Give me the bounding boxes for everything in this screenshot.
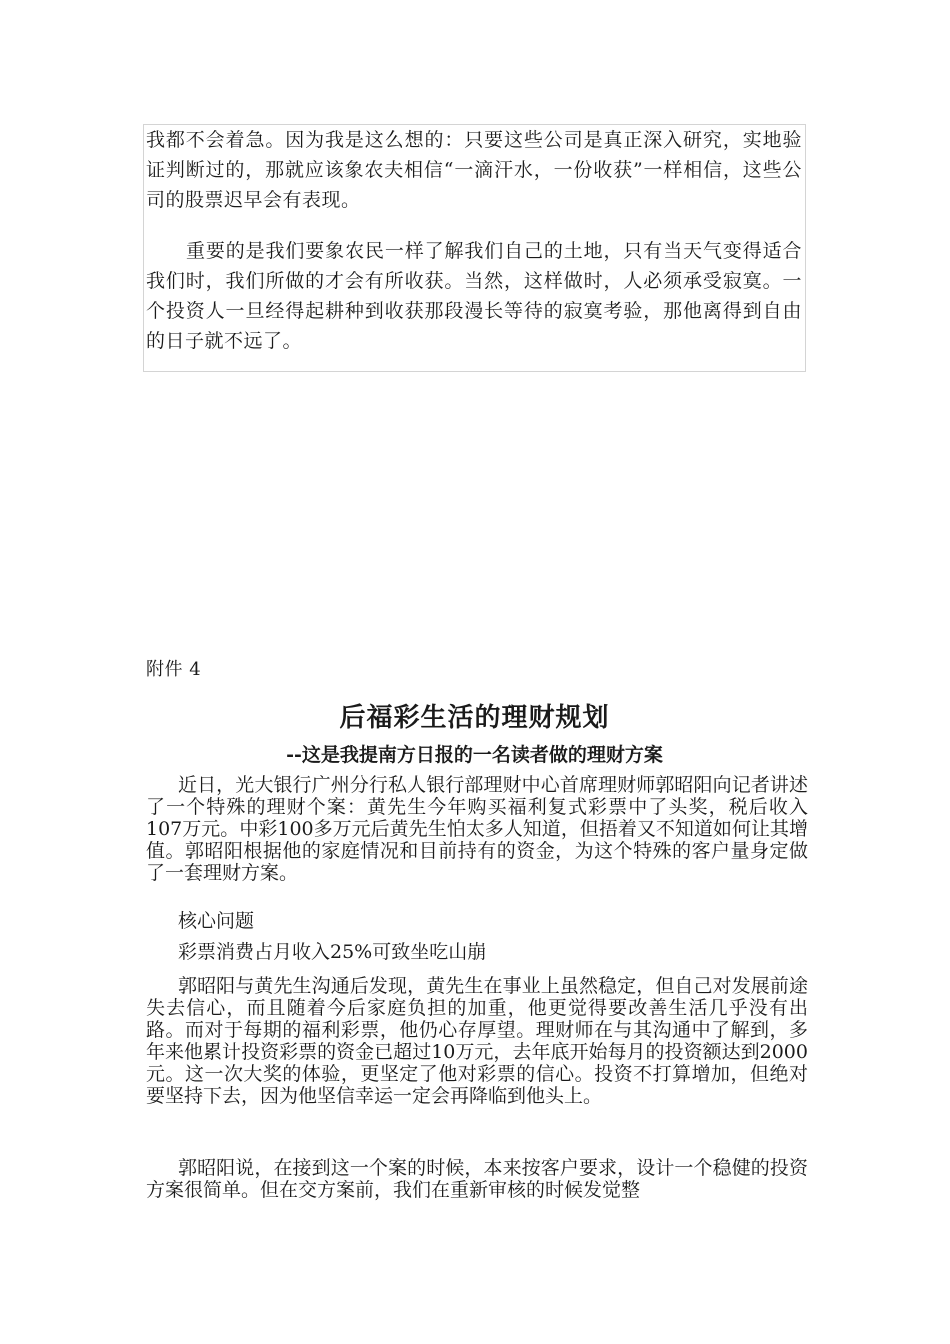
article-subtitle: --这是我提南方日报的一名读者做的理财方案	[286, 744, 663, 766]
continued-text-box	[143, 124, 806, 372]
section-subheading: 彩票消费占月收入25%可致坐吃山崩	[178, 941, 487, 963]
continued-paragraph-2: 重要的是我们要象农民一样了解我们自己的土地，只有当天气变得适合我们时，我们所做的才会有所收获。当然，这样做时，人必须承受寂寞。一个投资人一旦经得起耕种到收获那段漫长等待的寂寞考验，那他离得到自由的日子就不远了。	[146, 240, 802, 352]
article-intro-paragraph: 近日，光大银行广州分行私人银行部理财中心首席理财师郭昭阳向记者讲述了一个特殊的理财个案：黄先生今年购买福利复式彩票中了头奖，税后收入107万元。中彩100多万元后黄先生怕太多人知道，但捂着又不知道如何让其增值。郭昭阳根据他的家庭情况和目前持有的资金，为这个特殊的客户量身定做了一套理财方案。	[146, 774, 808, 884]
body-paragraph-2: 郭昭阳说，在接到这一个案的时候，本来按客户要求，设计一个稳健的投资方案很简单。但在交方案前，我们在重新审核的时候发觉整	[146, 1157, 808, 1201]
body-paragraph-1: 郭昭阳与黄先生沟通后发现，黄先生在事业上虽然稳定，但自己对发展前途失去信心，而且随着今后家庭负担的加重，他更觉得要改善生活几乎没有出路。而对于每期的福利彩票，他仍心存厚望。理财师在与其沟通中了解到，多年来他累计投资彩票的资金已超过10万元，去年底开始每月的投资额达到2000元。这一次大奖的体验，更坚定了他对彩票的信心。投资不打算增加，但绝对要坚持下去，因为他坚信幸运一定会再降临到他头上。	[146, 975, 808, 1107]
attachment-label: 附件 4	[146, 659, 202, 680]
section-heading: 核心问题	[178, 910, 255, 932]
article-title: 后福彩生活的理财规划	[339, 703, 610, 733]
continued-paragraph-1: 我都不会着急。因为我是这么想的：只要这些公司是真正深入研究，实地验证判断过的，那就应该象农夫相信“一滴汗水，一份收获”一样相信，这些公司的股票迟早会有表现。	[146, 129, 802, 211]
